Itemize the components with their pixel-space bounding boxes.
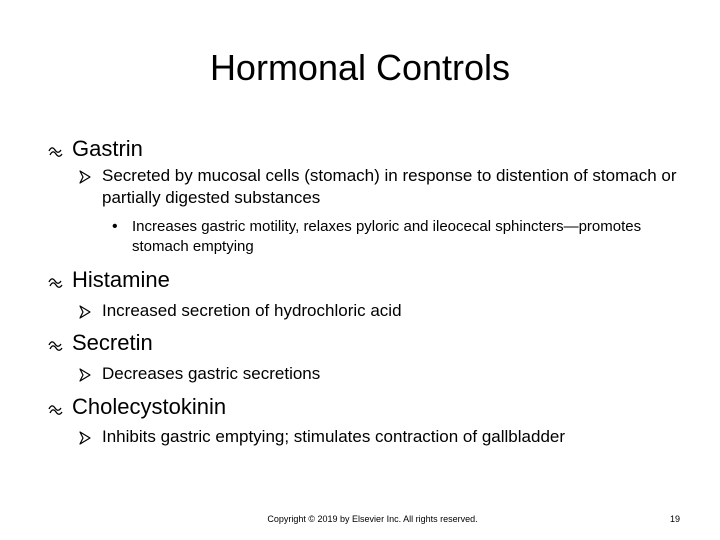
arrowhead-bullet-icon <box>78 304 92 320</box>
sub-bullet-text: Inhibits gastric emptying; stimulates contraction of gallbladder <box>102 427 566 446</box>
bullet-label: Secretin <box>72 330 153 355</box>
sub-bullet-text: Secreted by mucosal cells (stomach) in response to distention of stomach or partially digested substances <box>102 166 677 207</box>
arrowhead-bullet-icon <box>78 430 92 446</box>
bullet-label: Cholecystokinin <box>72 394 227 419</box>
sub-sub-bullet-text: Increases gastric motility, relaxes pyloric and ileocecal sphincters—promotes stomach emptying <box>132 218 642 255</box>
copyright-footer: Copyright © 2019 by Elsevier Inc. All rights reserved. <box>267 514 478 524</box>
sub-bullet-text: Decreases gastric secretions <box>102 364 321 383</box>
sub-bullet-text: Increased secretion of hydrochloric acid <box>102 301 402 320</box>
dolphin-bullet-icon <box>48 140 64 160</box>
bullet-label: Histamine <box>72 267 170 292</box>
arrowhead-bullet-icon <box>78 367 92 383</box>
dot-bullet-icon: • <box>112 218 118 235</box>
arrowhead-bullet-icon <box>78 169 92 185</box>
bullet-label: Gastrin <box>72 136 143 161</box>
slide-title: Hormonal Controls <box>209 47 511 88</box>
dolphin-bullet-icon <box>48 334 64 354</box>
dolphin-bullet-icon <box>48 271 64 291</box>
page-number: 19 <box>669 514 680 524</box>
dolphin-bullet-icon <box>48 398 64 418</box>
